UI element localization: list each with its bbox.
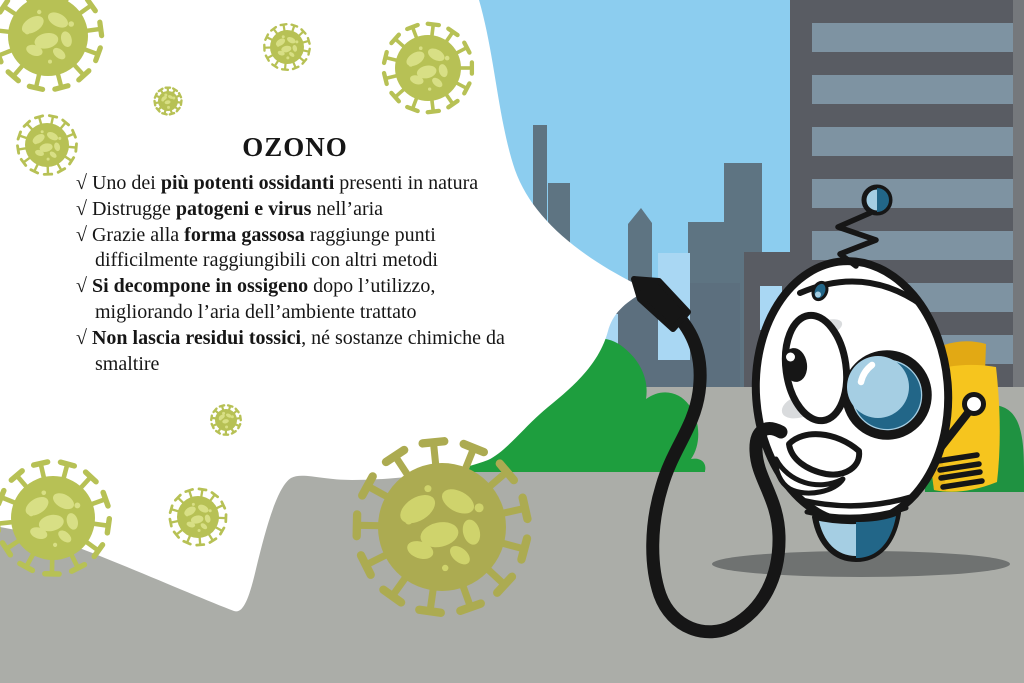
virus-icon <box>155 88 182 115</box>
bubble-points <box>76 171 514 377</box>
window-band-icon <box>812 23 1013 52</box>
checkmark-icon: √ <box>76 172 92 194</box>
tank-connector-icon <box>965 395 984 414</box>
bubble-title: OZONO <box>242 132 348 162</box>
lens-glass <box>847 356 909 418</box>
window-band-icon <box>812 75 1013 104</box>
bubble-point: √ Non lascia residui tossici, né sostanze chimiche da smaltire <box>76 326 505 375</box>
bubble-point: √ Grazie alla forma gassosa raggiunge punti difficilmente raggiungibili con altri metodi <box>76 223 438 272</box>
checkmark-icon: √ <box>76 197 92 220</box>
head-light-glint <box>815 292 821 298</box>
bubble-point: √ Distrugge patogeni e virus nell’aria <box>76 197 384 220</box>
checkmark-icon: √ <box>76 275 92 298</box>
bubble-point: √ Si decompone in ossigeno dopo l’utilizzo, migliorando l’aria dell’ambiente trattato <box>76 275 436 323</box>
window-band-icon <box>812 179 1013 208</box>
window-band-icon <box>812 127 1013 156</box>
bubble-point: √ Uno dei più potenti ossidanti presenti in natura <box>76 172 479 194</box>
checkmark-icon: √ <box>76 223 92 246</box>
building-corner <box>1013 0 1024 390</box>
checkmark-icon: √ <box>76 326 92 349</box>
virus-icon <box>211 405 241 434</box>
speech-bubble-text <box>76 132 514 377</box>
pupil-glint <box>786 353 795 362</box>
